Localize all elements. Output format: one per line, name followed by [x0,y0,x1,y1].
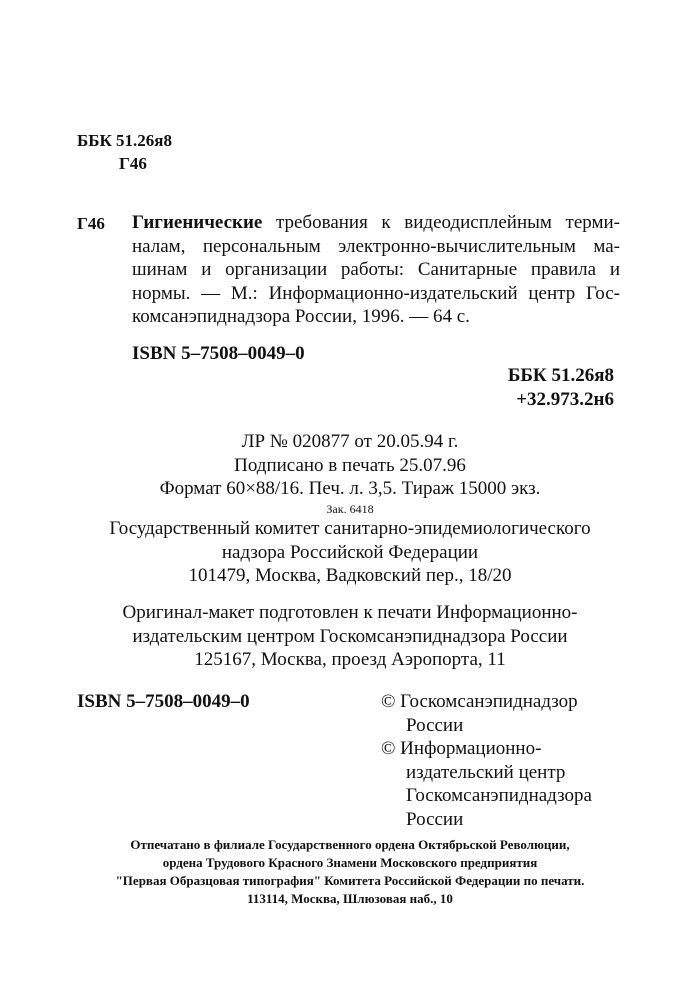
copyright-1-line-1: © Госкомсанэпиднадзор [381,691,578,712]
annotation-line-1: Гигиенические требования к видеодисплейным терми- [132,212,621,233]
printer-block [0,836,700,908]
layout-note-block [0,601,700,672]
signed-line: Подписано в печать 25.07.96 [234,454,466,476]
imprint-block [0,430,700,517]
annotation-line-2: налам, персональным электронно-вычислительным ма- [132,235,620,257]
annotation-code: Г46 [77,214,105,233]
bbk-right [508,364,614,411]
bbk-right-line-2: +32.973.2н6 [516,388,614,410]
annotation-line-3: шинам и организации работы: Санитарные правила и [132,259,620,280]
copyright-2-line-4: России [406,808,464,830]
isbn-top: ISBN 5–7508–0049–0 [132,343,305,364]
annotation-block [132,211,620,329]
annotation-line-4: нормы. — М.: Информационно-издательский центр Гос- [132,282,620,304]
printer-line-4: 113114, Москва, Шлюзовая наб., 10 [247,891,453,906]
layout-note-line-1: Оригинал-макет подготовлен к печати Информационно- [122,602,578,623]
annotation-title: Гигиенические [132,212,263,233]
layout-note-line-3: 125167, Москва, проезд Аэропорта, 11 [194,649,506,670]
license-line: ЛР № 020877 от 20.05.94 г. [241,431,459,452]
copyright-2-line-2: издательский центр [406,761,566,783]
copyright-block [381,690,592,831]
annotation-line-5: комсанэпиднадзора России, 1996. — 64 с. [132,306,470,327]
order-line: Зак. 6418 [326,501,374,516]
format-line: Формат 60×88/16. Печ. л. 3,5. Тираж 15000 экз. [159,478,541,499]
printer-line-1: Отпечатано в филиале Государственного ордена Октябрьской Революции, [130,837,570,852]
bbk-right-line-1: ББК 51.26я8 [507,365,614,386]
publisher-block [0,517,700,588]
copyright-2-line-3: Госкомсанэпиднадзора [406,785,592,806]
author-mark-header: Г46 [119,154,147,173]
isbn-bottom: ISBN 5–7508–0049–0 [77,691,250,712]
printer-line-2: ордена Трудового Красного Знамени Московского предприятия [162,855,538,870]
publisher-line-2: надзора Российской Федерации [221,541,479,563]
printer-line-3: "Первая Образцовая типография" Комитета Российской Федерации по печати. [115,873,585,888]
publisher-line-3: 101479, Москва, Вадковский пер., 18/20 [188,565,512,586]
copyright-1-line-2: России [406,714,464,736]
layout-note-line-2: издательским центром Госкомсанэпиднадзора России [132,625,568,647]
bbk-code-header: ББК 51.26я8 [77,131,173,150]
publisher-line-1: Государственный комитет санитарно-эпидемиологического [109,518,591,539]
copyright-2-line-1: © Информационно- [381,738,542,759]
